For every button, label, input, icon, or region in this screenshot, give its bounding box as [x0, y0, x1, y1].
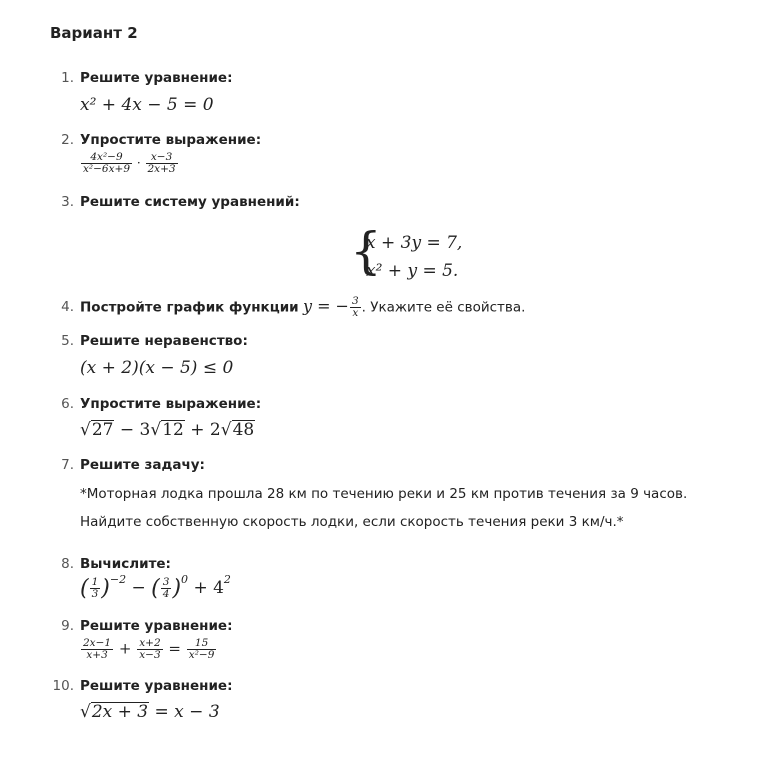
fraction: $\frac{3}{x}$: [351, 295, 359, 320]
system-equation: x + 3y = 7,: [366, 233, 463, 253]
problem-text: *Моторная лодка прошла 28 км по течению реки и 25 км против течения за 9 часов.: [80, 486, 688, 502]
fraction: $\frac{x+2}{x-3}$: [139, 637, 161, 662]
task-heading: Решите задачу:: [80, 457, 205, 473]
inequality: (x + 2)(x − 5) ≤ 0: [80, 358, 234, 378]
task-heading: Вычислите:: [80, 556, 171, 572]
item-number: 10.: [52, 678, 74, 694]
item-number: 1.: [61, 70, 74, 86]
task-heading: Решите неравенство:: [80, 333, 248, 349]
item-number: 3.: [61, 194, 74, 210]
task-heading: Решите уравнение:: [80, 70, 233, 86]
equation: √2x + 3 = x − 3: [80, 702, 220, 722]
fraction: $\frac{1}{3}$: [91, 575, 99, 600]
task-heading: Решите уравнение:: [80, 618, 233, 634]
task-heading: Упростите выражение:: [80, 396, 262, 412]
system-equation: x² + y = 5.: [366, 261, 459, 281]
fraction: $\frac{15}{\text{x²−9}}$: [188, 637, 215, 662]
item-number: 6.: [61, 396, 74, 412]
task-heading: Решите уравнение:: [80, 678, 233, 694]
fraction: $\frac{3}{4}$: [162, 575, 170, 600]
item-number: 4.: [61, 299, 74, 315]
item-number: 2.: [61, 132, 74, 148]
equation: x² + 4x − 5 = 0: [80, 95, 214, 115]
fraction: $\frac{x-3}{2x+3}$: [147, 151, 176, 176]
fraction: $\frac{\text{4x²−9}}{\text{x²−6x+9}}$: [83, 151, 131, 176]
task-heading: Решите систему уравнений:: [80, 194, 300, 210]
variant-title: Вариант 2: [50, 24, 138, 42]
item-number: 9.: [61, 618, 74, 634]
system-brace: {: [350, 222, 382, 280]
equation: $\frac{2x-1}{x+3}$ + $\frac{x+2}{x-3}$ = $\frac{15}{\text{x²−9}}$: [83, 637, 215, 662]
task-line: Постройте график функции y = − $\frac{3}{x}$ . Укажите её свойства.: [80, 295, 526, 320]
item-number: 8.: [61, 556, 74, 572]
item-number: 7.: [61, 457, 74, 473]
fraction: $\frac{2x-1}{x+3}$: [83, 637, 112, 662]
expression: $\frac{\text{4x²−9}}{\text{x²−6x+9}}$ · $\frac{x-3}{2x+3}$: [83, 151, 176, 176]
expression: ( $\frac{1}{3}$ )$^{-2}$ − ( $\frac{3}{4}$ )$^0 + 4^2$: [80, 573, 231, 601]
task-heading: Упростите выражение:: [80, 132, 262, 148]
expression: √27 − 3√12 + 2√48: [80, 420, 255, 440]
problem-text: Найдите собственную скорость лодки, если скорость течения реки 3 км/ч.*: [80, 514, 624, 530]
item-number: 5.: [61, 333, 74, 349]
